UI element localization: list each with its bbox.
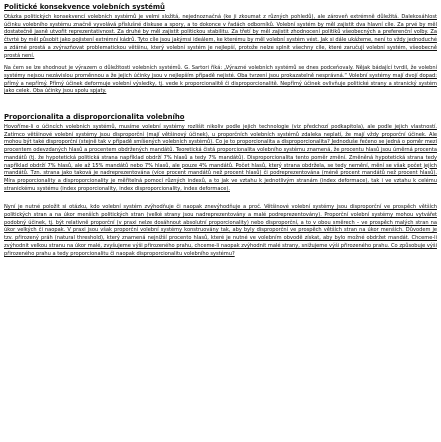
- paragraph-threshold: Nyní je nutné položit si otázku, kdo volební systém zvýhodňuje či naopak znevýhodňuje a proč. Většinové volební systémy jsou disproporční ve prospěch větších politických stran a na úkor menších politických stran (velké strany jsou nadreprezentovány a malé podreprezentovány). Proporční volební systémy mohou vytvářet podobný účinek, tj. být relativně proporční (v praxi nelze dosáhnout absolutní proporcionality) nebo disproporční, a to v obou směrech – ve prospěch malých stran na úkor velkých či naopak. V praxi jsou však proporční volební systémy konstruovány tak, aby byly disproporční ve prospěch větších stran na úkor menších. Důvodem je tzv. přirozený práh (natural threshold), který znamená nejnižší procento hlasů, které je nutné ve volebním obvodě získat, aby bylo možné obdržet mandát. Chceme-li zvýhodnit velkou stranu na úkor malé, zvyšujeme výši přirozeného prahu, chceme-li naopak zvýhodnit malé strany, snižujeme výši přirozeného prahu. Co způsobuje výši přirozeného prahu a tedy proporcionalitu či naopak disproporcionalitu volebního systému?: [4, 204, 437, 257]
- paragraph-intro: Otázka politických konsekvencí volebních systémů je velmi složitá, nejednoznačná (ke ji zkoumat z různých pohledů), ale zároveň extrémně důležitá. Dalekosáhlost účinku volebního systému značně vyvolává příslušné diskuse a spory, a to dokonce v řadách odborníků. Volební systém by měl zajistit dva hlavní cíle. Za prvé by měl dostatečně jasně utvořit reprezentativnost. Za druhé by měl zajistit politickou stabilitu. Za třetí by měl zajistit zhodnocení politiků všeobecných a preferenční volby. Za čtvrté by měl působit jako pojistení extrémní kádrů. Tyto cíle jsou jakýmsi ideálem, ke kterému by měl volební systém vést. Jak si dále ukážeme, není to vždy jednoduché a zdárné prostá a zvýrazňovat problematickou většinu, který volební systém je nejlepší, protože nelze splnit všechny cíle, které zaručují volební systém, všeobecně prostá není.: [4, 14, 437, 59]
- paragraph-proportionality-definition: Hovoříme-li o účincích volebních systémů, musíme volební systémy rozlišit nikoliv podle jejich technologie (viz předchozí podkapitola), ale podle jejich vlastností. Zatímco většinové volební systémy jsou disproporční (mají většinový účinek), u proporčních volebních systémů zdaleka neplatí, že mají vždy proporční účinek. Ale mohou být také disproporční (stejně tak v případě smíšených volebních systémů). Co je to proporcionalita a disproporcionalita? Jednoduše řečeno se jedná o poměr mezi procentem odevzdaných hlasů a procentem obdržených mandátů. Teoretická čistá proporcionalita volebního systému znamená, že procentu hlasů jsou úměrná procenta mandátů (tj. že hypotetická politická strana například obdrží 7% hlasů a tedy 7% mandátů). Disproporcionalita tento poměr změní. Změněná hypotetická strana tedy například obdrží 7% hlasů, ale až 15% mandátů nebo 7% hlasů, ale pouze 4% mandátů. Počet hlasů, který strana obdržela, se tedy nemění, mění se však počet jejích mandátů. Tzn. strana jako taková je nadreprezentována (více procent mandátů než procent hlasů) či podreprezentována (méně procent mandátů než procent hlasů). Míra proporcionality a disproporcionality je měřitelná pomocí různých indexů, a to jak ve vztahu k jednotlivým stranám (index deformace), tak i ve vztahu k celému stranickému systému (index proporcionality, index disproporcionality, index deformace).: [4, 124, 437, 192]
- section-heading-proportionality: Proporcionalita a disproporcionalita volebního: [4, 113, 185, 122]
- section-heading-political-consequences: Politické konsekvence volebních systémů: [4, 3, 165, 11]
- paragraph-sartori: Na čem se lze shodnout je výrazem o důležitosti volebních systémů. G. Sartori říká: „Výrazné volebních systémů se dnes podceňovaly. Nějak bádající tvrdil, že volební systémy nejsou nezávislou proměnnou a že jejich účinky jsou v nejlepším případě nejisté. Oba tvrzení jsou prokazatelně nesprávná.“ Volební systémy mají dvojí dopad: přímý a nepřímý. Přímý účinek deformuje volební výsledky, tj. vede k proporcionalitě či disproporcionalitě. Nepřímý účinek ovlivňuje politické strany a stranický systém jako celek. Oba účinky jsou spolu spjaty.: [4, 65, 437, 95]
